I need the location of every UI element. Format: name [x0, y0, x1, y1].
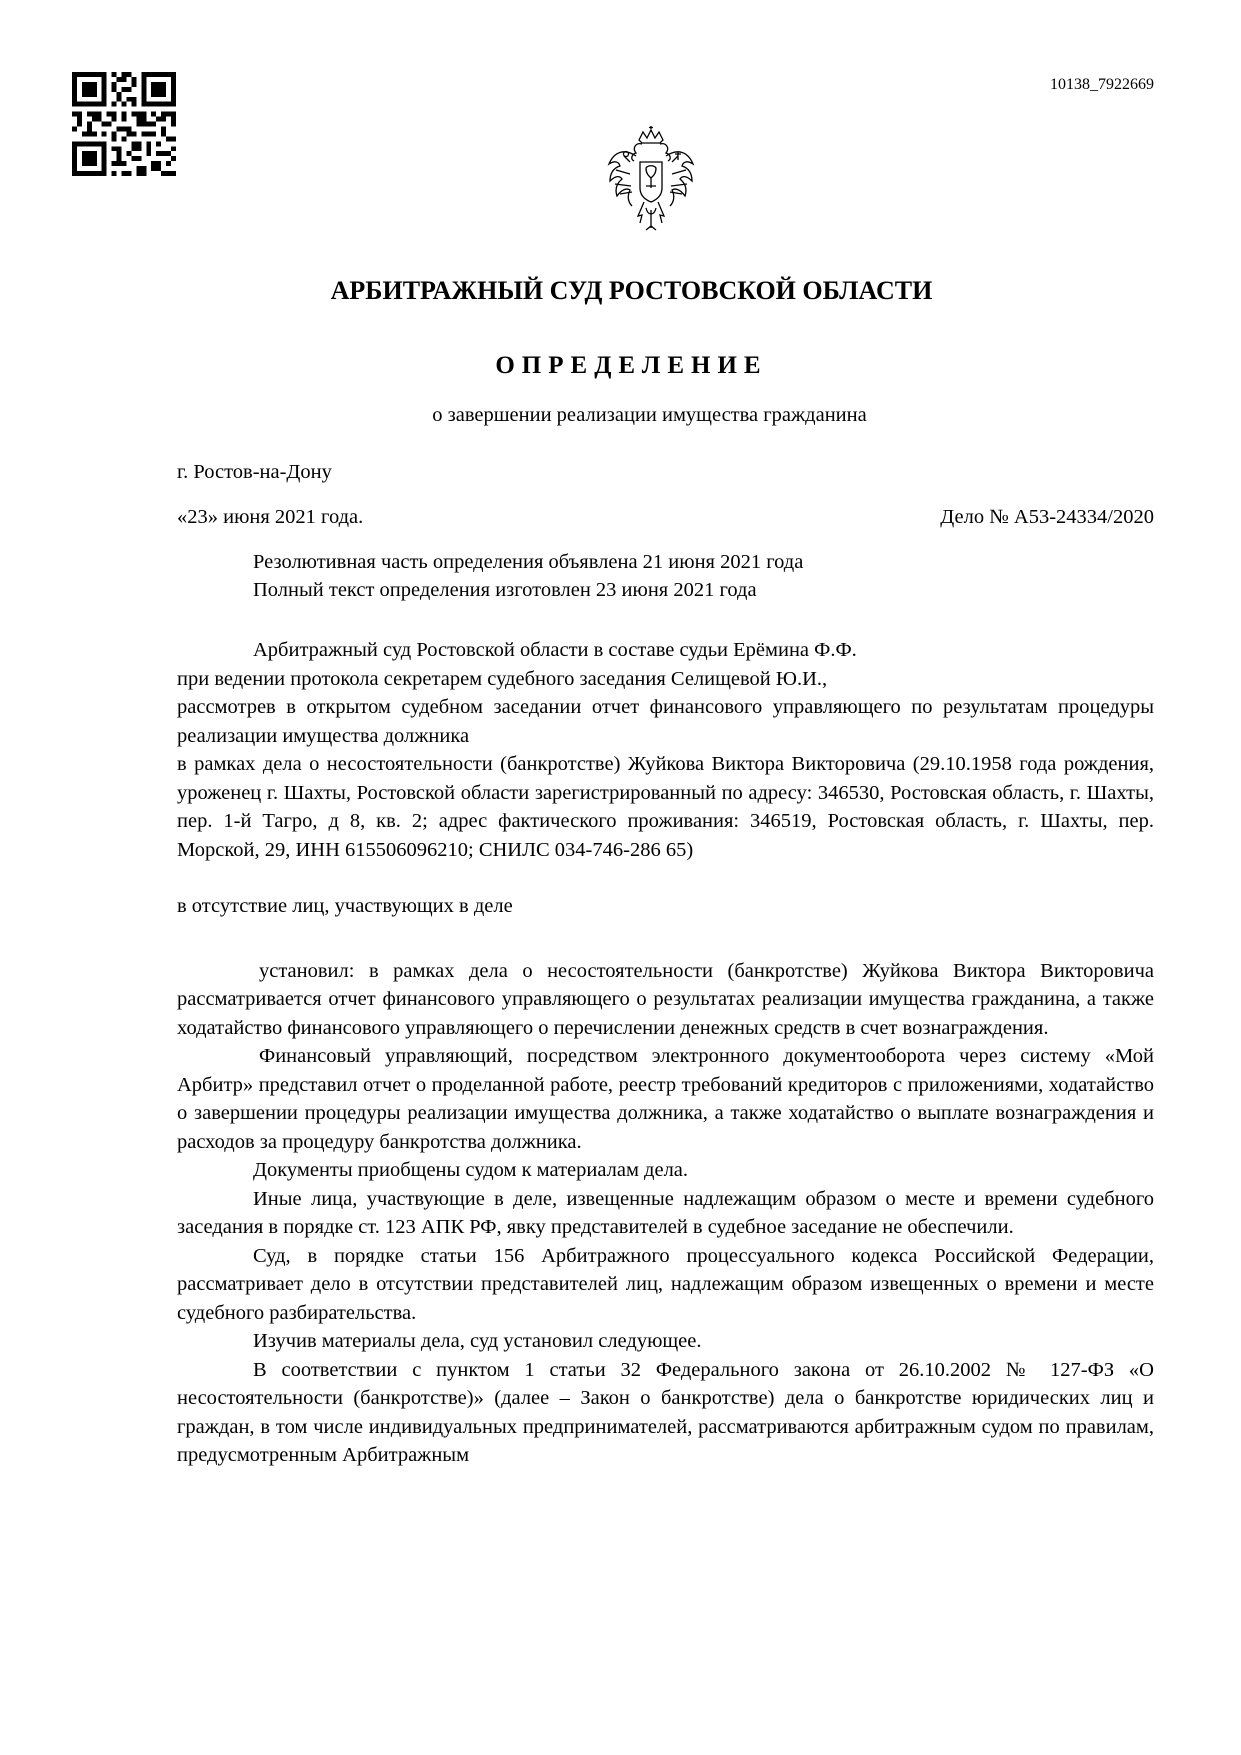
paragraph: Иные лица, участвующие в деле, извещенные надлежащим образом о месте и времени судебного заседания в порядке ст. 123 АПК РФ, явку представителей в судебное заседание не обеспечили.: [177, 1187, 1154, 1238]
full-text-note: Полный текст определения изготовлен 23 июня 2021 года: [253, 579, 757, 601]
document-subtitle: о завершении реализации имущества гражданина: [432, 404, 867, 426]
document-id: 10138_7922669: [1050, 76, 1154, 93]
resolution-note: Резолютивная часть определения объявлена 21 июня 2021 года: [253, 551, 804, 573]
court-name: АРБИТРАЖНЫЙ СУД РОСТОВСКОЙ ОБЛАСТИ: [330, 276, 933, 305]
paragraph: Финансовый управляющий, посредством электронного документооборота через систему «Мой Арбитр» представил отчет о проделанной работе, реестр требований кредиторов с приложениями, ходатайство о завершении процедуры реализации имущества должника, а также ходатайство о выплате вознаграждения и расходов за процедуру банкротства должника.: [177, 1045, 1154, 1153]
paragraph: в рамках дела о несостоятельности (банкротстве) Жуйкова Виктора Викторовича (29.10.1958 года рождения, уроженец г. Шахты, Ростовской области зарегистрированный по адресу: 346530, Ростовская область, г. Шахты, пер. 1-й Тагро, д 8, кв. 2; адрес фактического проживания: 346519, Ростовская область, г. Шахты, пер. Морской, 29, ИНН 615506096210; СНИЛС 034-746-286 65): [177, 753, 1154, 861]
decision-notes: [253, 548, 803, 604]
paragraph: Суд, в порядке статьи 156 Арбитражного процессуального кодекса Российской Федерации, рассматривает дело в отсутствии представителей лиц, надлежащим образом извещенных о времени и месте судебного разбирательства.: [177, 1244, 1154, 1324]
paragraph: В соответствии с пунктом 1 статьи 32 Федерального закона от 26.10.2002 № 127-ФЗ «О несостоятельности (банкротстве)» (далее – Закон о банкротстве) дела о банкротстве юридических лиц и граждан, в том числе индивидуальных предпринимателей, рассматриваются арбитражным судом по правилам, предусмотренным Арбитражным: [177, 1358, 1154, 1466]
paragraph: при ведении протокола секретарем судебного заседания Селищевой Ю.И.,: [177, 667, 828, 690]
date-line: [177, 506, 1154, 529]
paragraph: рассмотрев в открытом судебном заседании отчет финансового управляющего по результатам процедуры реализации имущества должника: [177, 696, 1154, 747]
paragraph: Изучив материалы дела, суд установил следующее.: [253, 1330, 702, 1352]
paragraph: установил: в рамках дела о несостоятельности (банкротстве) Жуйкова Виктора Викторовича рассматривается отчет финансового управляющего о результатах реализации имущества гражданина, а также ходатайство финансового управляющего о перечислении денежных средств в счет вознаграждения.: [177, 959, 1154, 1039]
qr-code-icon: [72, 72, 176, 176]
coat-of-arms-icon: [606, 126, 696, 236]
paragraph: Документы приобщены судом к материалам дела.: [253, 1159, 689, 1181]
paragraph: Арбитражный суд Ростовской области в составе судьи Ерёмина Ф.Ф.: [253, 639, 857, 661]
document-type: ОПРЕДЕЛЕНИЕ: [495, 352, 768, 379]
decision-date: «23» июня 2021 года.: [177, 506, 364, 528]
document-body: [177, 636, 1154, 1470]
case-number: Дело № А53-24334/2020: [940, 506, 1154, 528]
paragraph: в отсутствие лиц, участвующих в деле: [177, 895, 513, 917]
city: г. Ростов-на-Дону: [177, 461, 332, 483]
